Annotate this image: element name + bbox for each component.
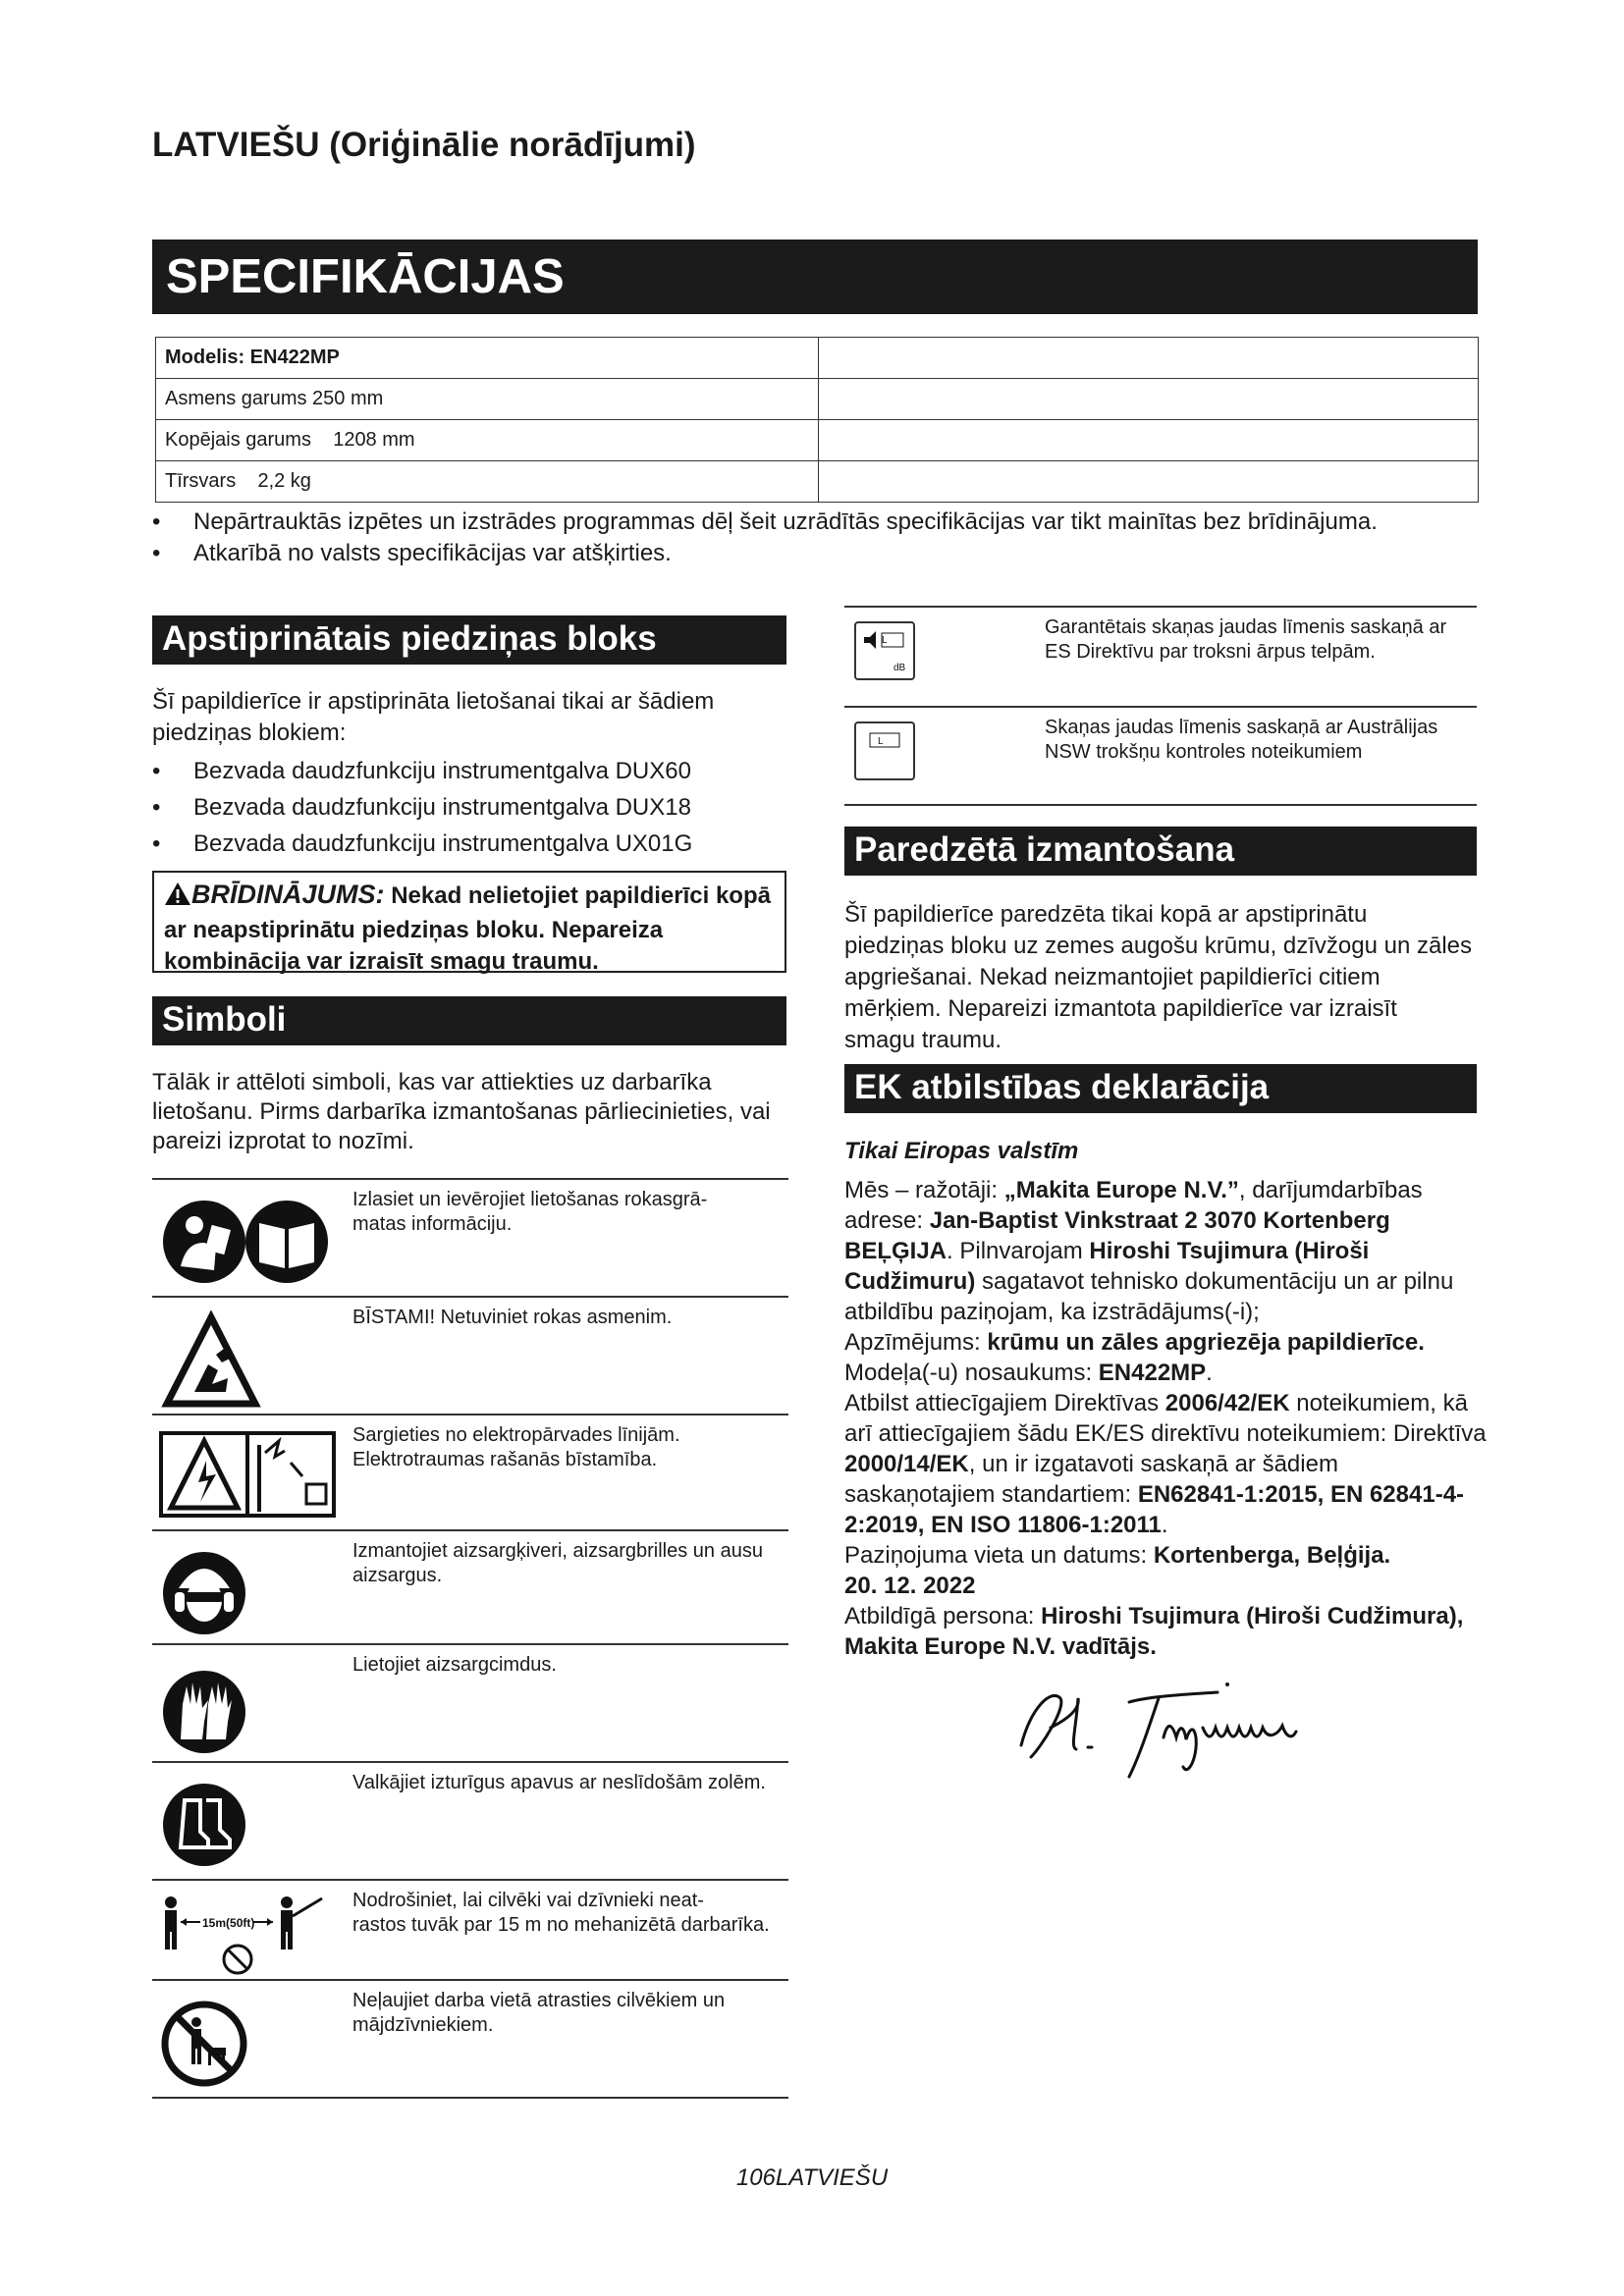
read-manual-icon [157, 1188, 334, 1286]
directive: 2000/14/EK [844, 1451, 969, 1477]
text: . [1206, 1360, 1213, 1386]
standards: EN62841-1:2015, EN 62841-4-2:2019, EN ISO 11806-1:2011 [844, 1481, 1465, 1538]
text: Atbilst attiecīgajiem Direktīvas [844, 1390, 1165, 1416]
svg-text:15m(50ft): 15m(50ft) [202, 1916, 255, 1930]
declaration-body [844, 1175, 1492, 1662]
date: 20. 12. 2022 [844, 1573, 976, 1599]
list-item: • Bezvada daudzfunkciju instrumentgalva UX01G [152, 826, 790, 862]
declaration-paragraph [844, 1327, 1492, 1358]
spec-empty-cell [819, 461, 1479, 503]
declaration-paragraph [844, 1358, 1492, 1388]
symbol-text: Izlasiet un ievērojiet lietošanas rokasgrā- matas informāciju. [352, 1189, 708, 1235]
sound-power-lwa-db-icon [854, 621, 915, 680]
power-line-hazard-icon [157, 1423, 334, 1522]
declaration-subtitle: Tikai Eiropas valstīm [844, 1138, 1079, 1164]
spec-table [155, 337, 1479, 503]
declaration-title: EK atbilstības deklarācija [844, 1064, 1477, 1113]
text: Paziņojuma vieta un datums: [844, 1542, 1154, 1569]
symbol-row [152, 1761, 788, 1879]
text: noteikumiem, kā arī attiecīgajiem šādu EK/ES direktīvu noteikumiem: Direktīva [844, 1390, 1487, 1447]
spec-notes [152, 507, 1380, 569]
warning-box [152, 871, 786, 973]
text: Mēs – ražotāji: [844, 1177, 1004, 1203]
designation: krūmu un zāles apgriezēja papildierīce. [987, 1329, 1425, 1356]
symbol-text: Skaņas jaudas līmenis saskaņā ar Austrālijas NSW trokšņu kontroles noteikumiem [1045, 717, 1438, 763]
spec-note: • Nepārtrauktās izpētes un izstrādes programmas dēļ šeit uzrādītās specifikācijas var tikt mainītas bez brīdinājuma. [152, 507, 1380, 538]
symbol-text: Sargieties no elektropārvades līnijām. Elektrotraumas rašanās bīstamība. [352, 1424, 680, 1470]
signature [1001, 1669, 1375, 1787]
warning-text: Nekad nelietojiet papildierīci kopā ar neapstiprinātu piedziņas bloku. Nepareiza kombinācija var izraisīt smagu traumu. [164, 882, 771, 975]
table-row [156, 461, 1479, 503]
spec-model: Modelis: EN422MP [156, 338, 819, 379]
spec-blade-length: Asmens garums 250 mm [156, 379, 819, 420]
no-people-animals-icon [157, 1989, 334, 2087]
text: . Pilnvarojam [947, 1238, 1090, 1264]
boots-icon [157, 1771, 334, 1869]
spec-section-title: SPECIFIKĀCIJAS [152, 240, 1478, 314]
warning-label: BRĪDINĀJUMS: [191, 880, 385, 909]
language-title: LATVIEŠU (Oriģinālie norādījumi) [152, 126, 696, 164]
symbol-row [152, 1178, 788, 1296]
sound-sub-label: dB [893, 663, 906, 673]
approved-intro: Šī papildierīce ir apstiprināta lietošanai tikai ar šādiem piedziņas blokiem: [152, 688, 715, 746]
page-footer: 106LATVIEŠU [735, 2164, 889, 2191]
table-row [156, 379, 1479, 420]
symbol-text: Izmantojiet aizsargķiveri, aizsargbrilles un ausu aizsargus. [352, 1540, 763, 1586]
intended-use-text: Šī papildierīce paredzēta tikai kopā ar apstiprinātu piedziņas bloku uz zemes augošu krūmu, dzīvžogu un zāles apgriešanai. Nekad neizmantojiet papildierīci citiem mērķiem. Nepareizi izmantota papildierīce var izraisīt smagu traumu. [844, 901, 1473, 1053]
text: . [1161, 1512, 1168, 1538]
text: , darījumdarbības adrese: [844, 1177, 1423, 1234]
symbol-text: BĪSTAMI! Netuviniet rokas asmenim. [352, 1307, 673, 1328]
declaration-date [844, 1571, 1492, 1601]
warning-icon [164, 881, 191, 915]
distance-15m-icon [157, 1891, 334, 1989]
text: Atbildīgā persona: [844, 1603, 1042, 1629]
symbol-text: Valkājiet izturīgus apavus ar neslīdošām zolēm. [352, 1772, 766, 1793]
list-item: • Bezvada daudzfunkciju instrumentgalva DUX18 [152, 789, 790, 826]
table-row [156, 420, 1479, 461]
symbol-row [152, 1879, 788, 1979]
address: Jan-Baptist Vinkstraat 2 3070 Kortenberg BEĻĢIJA [844, 1207, 1390, 1264]
symbol-row [152, 1979, 788, 2099]
spec-empty-cell [819, 420, 1479, 461]
symbol-row [152, 1529, 788, 1643]
spec-empty-cell [819, 338, 1479, 379]
symbol-row [152, 1296, 788, 1414]
symbol-text: Nodrošiniet, lai cilvēki vai dzīvnieki neat- rastos tuvāk par 15 m no mehanizētā darbarīka. [352, 1890, 770, 1936]
symbol-row [844, 606, 1477, 706]
model-name: EN422MP [1098, 1360, 1207, 1386]
responsible-person: Hiroshi Tsujimura (Hiroši Cudžimura), Makita Europe N.V. vadītājs. [844, 1603, 1464, 1660]
spec-overall-length: Kopējais garums 1208 mm [156, 420, 819, 461]
intended-use-title: Paredzētā izmantošana [844, 827, 1477, 876]
gloves-icon [157, 1653, 334, 1751]
declaration-paragraph [844, 1601, 1492, 1662]
table-row [156, 338, 1479, 379]
spec-empty-cell [819, 379, 1479, 420]
symbols-intro: Tālāk ir attēloti simboli, kas var attiekties uz darbarīka lietošanu. Pirms darbarīka izmantošanas pārliecinieties, vai pareizi izprotat to nozīmi. [152, 1069, 771, 1154]
declaration-paragraph [844, 1540, 1492, 1571]
declaration-paragraph [844, 1175, 1492, 1327]
symbol-row [152, 1414, 788, 1529]
spec-note: • Atkarībā no valsts specifikācijas var atšķirties. [152, 538, 1380, 569]
authorized-person: Hiroshi Tsujimura (Hiroši Cudžimuru) [844, 1238, 1370, 1295]
approved-section-title: Apstiprinātais piedziņas bloks [152, 615, 786, 665]
approved-list [152, 753, 790, 862]
text: Modeļa(-u) nosaukums: [844, 1360, 1099, 1386]
place: Kortenberga, Beļģija. [1153, 1542, 1391, 1569]
ear-eye-protection-icon [157, 1539, 334, 1637]
directive: 2006/42/EK [1164, 1390, 1290, 1416]
symbols-section-title: Simboli [152, 996, 786, 1045]
sound-label: L [878, 736, 884, 747]
text: sagatavot tehnisko dokumentāciju un ar pilnu atbildību paziņojam, ka izstrādājums(-i); [844, 1268, 1454, 1325]
symbol-row [152, 1643, 788, 1761]
manufacturer: „Makita Europe N.V.” [1003, 1177, 1239, 1203]
declaration-paragraph [844, 1388, 1492, 1540]
text: , un ir izgatavoti saskaņā ar šādiem saskaņotajiem standartiem: [844, 1451, 1338, 1508]
symbol-text: Neļaujiet darba vietā atrasties cilvēkiem un mājdzīvniekiem. [352, 1990, 726, 2036]
sound-label: L [882, 635, 888, 646]
text: Apzīmējums: [844, 1329, 988, 1356]
sound-power-lwa-icon [854, 721, 915, 780]
spec-net-weight: Tīrsvars 2,2 kg [156, 461, 819, 503]
list-item: • Bezvada daudzfunkciju instrumentgalva DUX60 [152, 753, 790, 789]
symbol-row [844, 706, 1477, 806]
symbol-text: Lietojiet aizsargcimdus. [352, 1654, 557, 1676]
hand-blade-danger-icon [157, 1306, 334, 1404]
symbol-text: Garantētais skaņas jaudas līmenis saskaņā ar ES Direktīvu par troksni ārpus telpām. [1045, 616, 1447, 663]
